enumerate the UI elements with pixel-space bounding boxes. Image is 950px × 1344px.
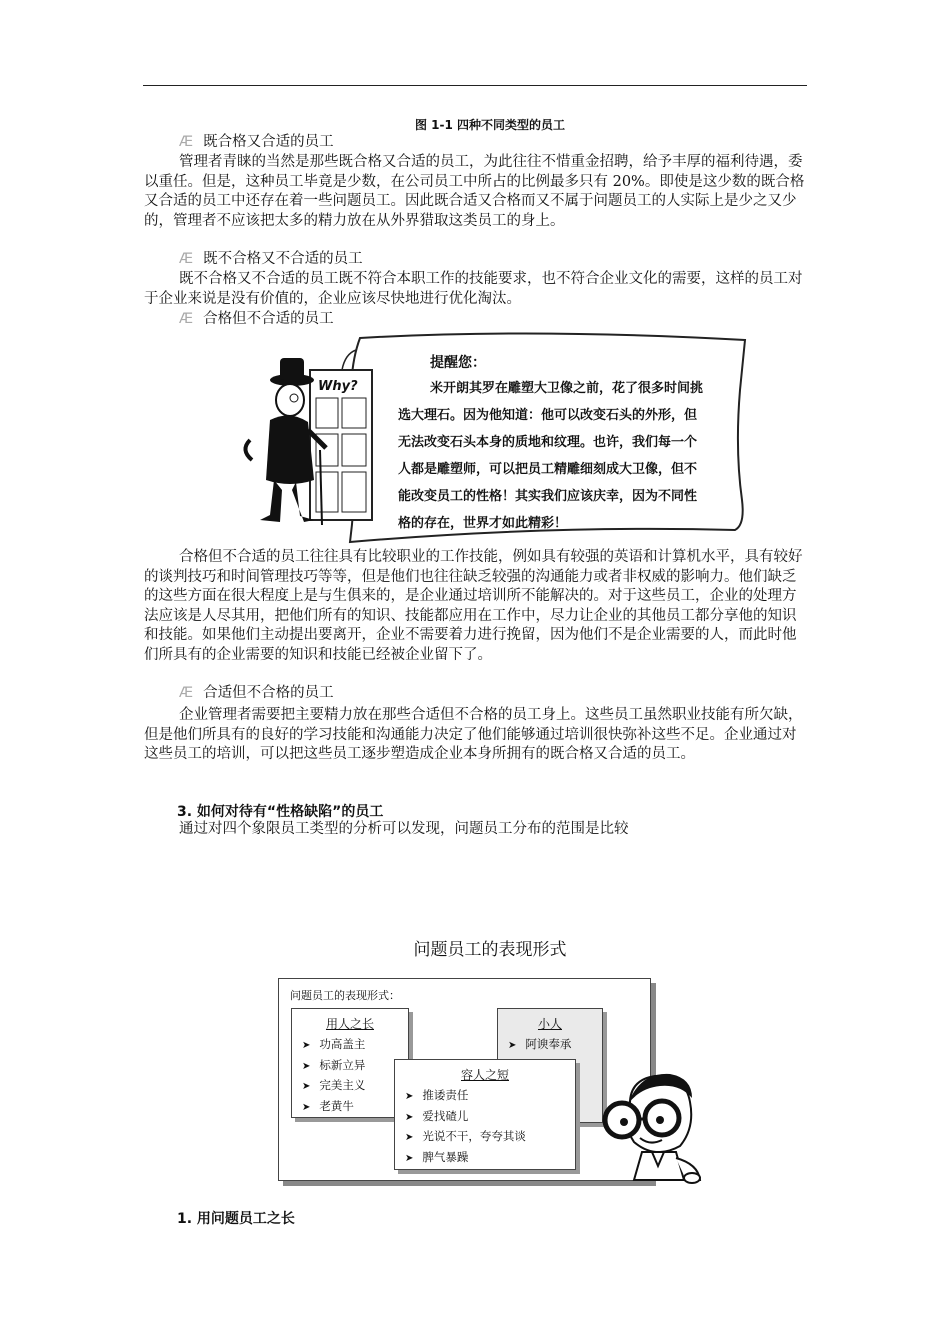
bullet-icon: Æ <box>179 685 194 701</box>
paragraph-type1: 管理者青睐的当然是那些既合格又合适的员工，为此往往不惜重金招聘，给予丰厚的福利待遇，委以重任。但是，这种员工毕竟是少数，在公司员工中所占的比例最多只有 20%。即使是这少数的既合格又合适的员工中还存在着一些问题员工。因此既合适又合格而又不属于问题员工的人实际上是少之又少的，管理者不应该把太多的精力放在从外界猎取这类员工的身上。 <box>144 154 805 229</box>
box-title: 小人 <box>537 1017 562 1031</box>
sign-board-icon <box>310 370 372 520</box>
box-tolerate-weaknesses <box>394 1059 576 1170</box>
paragraph-type4: 企业管理者需要把主要精力放在那些合适但不合格的员工身上。这些员工虽然职业技能有所欠缺，但是他们所具有的良好的学习技能和沟通能力决定了他们能够通过培训很快弥补这些不足。企业通过对这些员工的培训，可以把这些员工逐步塑造成企业本身所拥有的既合格又合适的员工。 <box>144 707 803 762</box>
paragraph-type3: 合格但不合适的员工往往具有比较职业的工作技能，例如具有较强的英语和计算机水平，具有较好的谈判技巧和时间管理技巧等等，但是他们也往往缺乏较强的沟通能力或者非权威的影响力。他们缺乏的这些方面在很大程度上是与生俱来的，是企业通过培训所不能解决的。对于这些员工，企业的处理方法应该是人尽其用，把他们所有的知识、技能都应用在工作中，尽力让企业的其他员工都分享他的知识和技能。如果他们主动提出要离开，企业不需要着力进行挽留，因为他们不是企业需要的人，而此时他们所具有的企业需要的知识和技能已经被企业留下了。 <box>144 549 803 663</box>
arrow-icon: ➤ <box>405 1132 414 1143</box>
box-use-strengths <box>291 1008 409 1118</box>
section3-paragraph: 通过对四个象限员工类型的分析可以发现，问题员工分布的范围是比较 <box>179 821 629 837</box>
bullet-heading-type4 <box>179 684 334 704</box>
list-item: ➤ 脾气暴躁 <box>405 1149 469 1164</box>
arrow-icon: ➤ <box>405 1111 414 1123</box>
heading-text: 合适但不合格的员工 <box>203 685 334 701</box>
list-item: ➤ 老黄牛 <box>302 1098 354 1113</box>
heading-text: 既合格又合适的员工 <box>203 134 334 150</box>
bullet-heading-type2 <box>179 250 363 270</box>
bullet-heading-type3 <box>179 310 334 330</box>
list-item: ➤ 完美主义 <box>302 1078 366 1092</box>
section1-heading: 1. 用问题员工之长 <box>177 1211 295 1227</box>
box-list <box>395 1086 575 1168</box>
paragraph-type2: 既不合格又不合适的员工既不符合本职工作的技能要求，也不符合企业文化的需要，这样的员工对于企业来说是没有价值的，企业应该尽快地进行优化淘汰。 <box>144 271 803 307</box>
arrow-icon: ➤ <box>302 1101 311 1113</box>
arrow-icon: ➤ <box>302 1040 311 1051</box>
heading-text: 合格但不合适的员工 <box>203 311 334 327</box>
sign-text: Why? <box>318 379 358 394</box>
bullet-icon: Æ <box>179 311 194 327</box>
list-item: ➤ 光说不干，夸夸其谈 <box>405 1129 526 1143</box>
reminder-title: 提醒您： <box>430 355 486 371</box>
list-item: ➤ 爱找碴儿 <box>405 1108 469 1123</box>
box-title: 用人之长 <box>325 1017 374 1031</box>
arrow-icon: ➤ <box>405 1152 414 1164</box>
cartoon-man-glasses-icon <box>600 1068 710 1186</box>
list-item: ➤ 阿谀奉承 <box>508 1037 572 1051</box>
header-rule <box>143 85 807 86</box>
bullet-heading-type1 <box>179 133 334 153</box>
bullet-icon: Æ <box>179 134 194 150</box>
arrow-icon: ➤ <box>405 1091 414 1102</box>
bullet-icon: Æ <box>179 251 194 267</box>
diagram-inner-label: 问题员工的表现形式： <box>290 989 400 1002</box>
arrow-icon: ➤ <box>302 1060 311 1072</box>
section3-heading: 3. 如何对待有“性格缺陷”的员工 <box>177 804 384 820</box>
box-title: 容人之短 <box>460 1068 509 1082</box>
list-item: ➤ 功高盖主 <box>302 1037 366 1051</box>
diagram-title: 问题员工的表现形式 <box>413 940 567 960</box>
list-item: ➤ 推诿责任 <box>405 1088 469 1102</box>
figure-caption: 图 1-1 四种不同类型的员工 <box>414 118 566 132</box>
reminder-body <box>398 375 708 537</box>
heading-text: 既不合格又不合适的员工 <box>203 251 363 267</box>
arrow-icon: ➤ <box>508 1040 517 1051</box>
arrow-icon: ➤ <box>302 1081 311 1092</box>
list-item: ➤ 标新立异 <box>302 1057 366 1072</box>
reminder-text: 米开朗其罗在雕塑大卫像之前，花了很多时间挑选大理石。因为他知道：他可以改变石头的外形，但无法改变石头本身的质地和纹理。也许，我们每一个人都是雕塑师，可以把员工精雕细刻成大卫像，但不能改变员工的性格！其实我们应该庆幸，因为不同性格的存在，世界才如此精彩！ <box>398 381 704 531</box>
box-list <box>292 1035 408 1117</box>
